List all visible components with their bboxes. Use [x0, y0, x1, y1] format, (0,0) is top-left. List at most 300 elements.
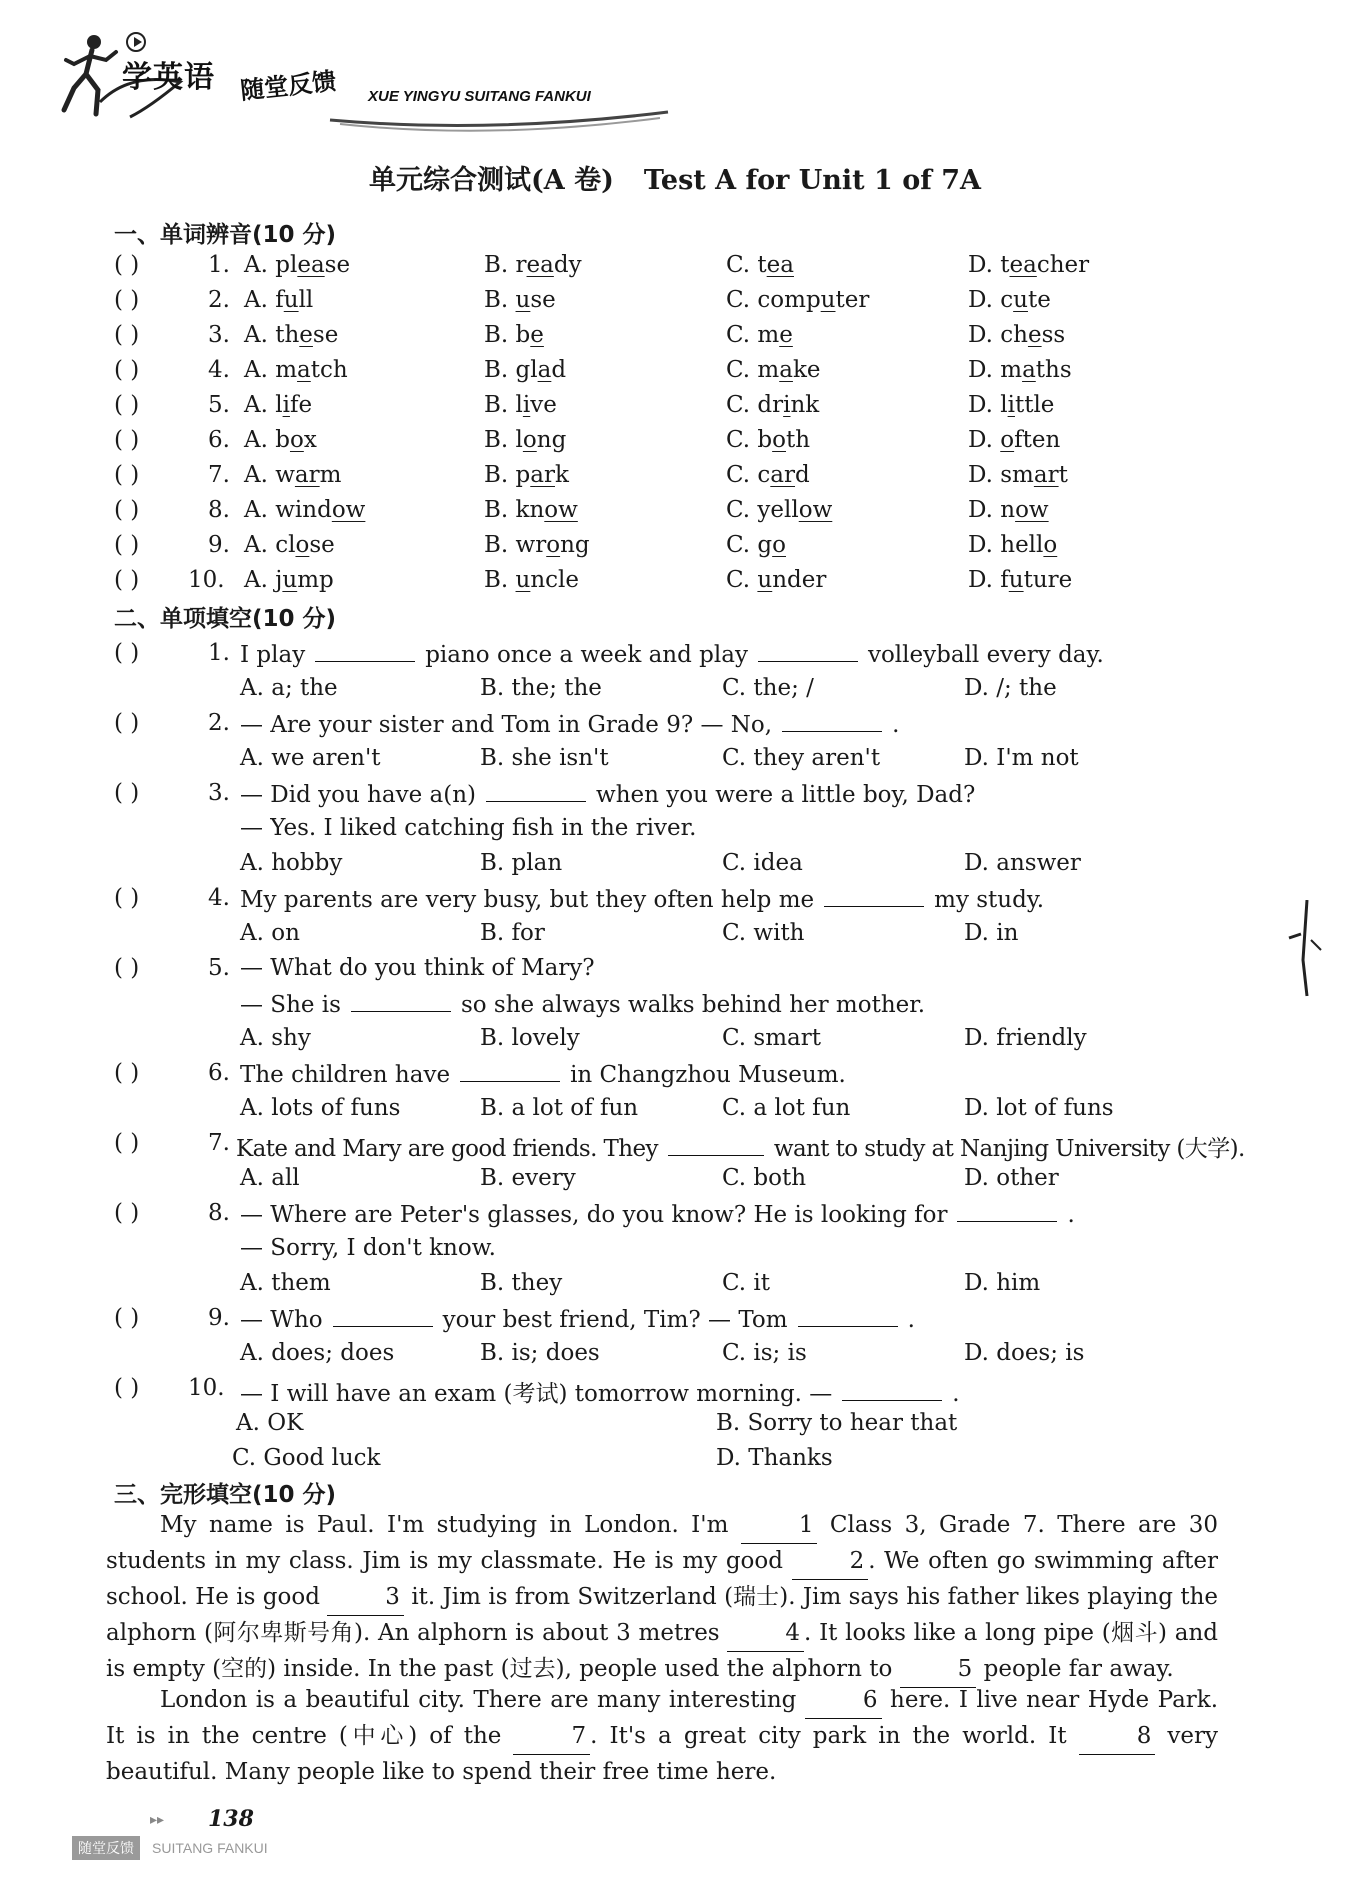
- margin-ink-mark-icon: [1285, 900, 1325, 1000]
- cloze-paragraph-1: [106, 1508, 1218, 1688]
- option-text: b: [275, 427, 290, 453]
- answer-blank[interactable]: [333, 1305, 433, 1327]
- question-text: in Changzhou Museum.: [570, 1062, 846, 1088]
- option-c[interactable]: C. idea: [722, 850, 803, 876]
- section2-heading: 二、单项填空(10 分): [114, 606, 337, 632]
- option-text: ng: [536, 427, 567, 453]
- question-reply: [240, 990, 925, 1018]
- option-c[interactable]: C. both: [722, 1165, 807, 1191]
- page-number: 138: [208, 1806, 254, 1832]
- answer-parentheses[interactable]: ( ): [114, 1305, 140, 1331]
- option-c[interactable]: [726, 567, 826, 593]
- section3-heading: 三、完形填空(10 分): [114, 1482, 337, 1508]
- option-b[interactable]: B. the; the: [480, 675, 602, 701]
- question-number: 4.: [208, 357, 230, 383]
- option-c[interactable]: [726, 532, 786, 558]
- answer-blank[interactable]: [824, 885, 924, 907]
- option-text: A.: [244, 427, 276, 453]
- question-stem: [240, 710, 899, 738]
- answer-blank[interactable]: [351, 990, 451, 1012]
- cloze-blank-6[interactable]: 6: [805, 1683, 882, 1719]
- option-text: D.: [968, 427, 1001, 453]
- question-text: — I will have an exam (考试) tomorrow morning. —: [240, 1381, 833, 1407]
- option-text: x: [303, 427, 317, 453]
- option-text: ng: [560, 532, 590, 558]
- question-number: 1.: [208, 252, 230, 278]
- answer-blank[interactable]: [315, 640, 415, 662]
- option-text: C.: [726, 427, 758, 453]
- answer-blank[interactable]: [668, 1134, 764, 1156]
- question-text: my study.: [934, 887, 1045, 913]
- option-b[interactable]: [484, 427, 566, 453]
- underlined-letters: ar: [294, 462, 320, 488]
- option-d[interactable]: [968, 427, 1060, 453]
- option-text: A.: [244, 567, 276, 593]
- cloze-text: here. I live near Hyde Park. It is in the centre (中心) of the: [106, 1687, 1219, 1749]
- answer-blank[interactable]: [460, 1060, 560, 1082]
- option-a[interactable]: [244, 392, 312, 418]
- question-reply: — Sorry, I don't know.: [240, 1235, 496, 1261]
- question-text: — Where are Peter's glasses, do you know? He is looking for: [240, 1202, 948, 1228]
- question-number: 9.: [208, 1305, 230, 1331]
- option-d[interactable]: D. I'm not: [964, 745, 1079, 771]
- answer-parentheses[interactable]: ( ): [114, 1130, 140, 1156]
- underlined-letters: i: [282, 392, 290, 418]
- option-a[interactable]: [244, 357, 348, 383]
- option-b[interactable]: B. they: [480, 1270, 563, 1296]
- question-text: — She is: [240, 992, 341, 1018]
- option-text: A.: [244, 252, 276, 278]
- option-a[interactable]: [244, 252, 350, 278]
- option-text: B.: [484, 357, 516, 383]
- underlined-letters: ar: [1033, 462, 1059, 488]
- option-text: r: [515, 252, 527, 278]
- option-b[interactable]: B. plan: [480, 850, 563, 876]
- option-a[interactable]: A. lots of funs: [240, 1095, 401, 1121]
- cloze-text: My name is Paul. I'm studying in London. I'm: [160, 1512, 729, 1538]
- option-text: c: [1000, 287, 1014, 313]
- answer-parentheses[interactable]: ( ): [114, 462, 140, 488]
- footer-tag: [72, 1836, 272, 1860]
- option-c[interactable]: [726, 252, 794, 278]
- cloze-text: London is a beautiful city. There are many interesting: [160, 1687, 797, 1713]
- option-b[interactable]: B. lovely: [480, 1025, 580, 1051]
- question-reply: — Yes. I liked catching fish in the river.: [240, 815, 697, 841]
- option-d[interactable]: [968, 497, 1049, 523]
- option-a[interactable]: [244, 462, 341, 488]
- option-text: B.: [484, 567, 516, 593]
- cloze-text: . It looks like a long pipe (烟斗) and is empty (空的) inside. In the past (过去), people used the alphorn to: [106, 1620, 1218, 1682]
- answer-parentheses[interactable]: ( ): [114, 427, 140, 453]
- answer-parentheses[interactable]: ( ): [114, 252, 140, 278]
- option-text: D.: [968, 357, 1001, 383]
- underlined-letters: ea: [1009, 252, 1037, 278]
- underlined-letters: u: [282, 567, 298, 593]
- option-text: B.: [484, 532, 516, 558]
- option-d[interactable]: D. Thanks: [716, 1445, 833, 1471]
- underlined-letters: a: [779, 357, 793, 383]
- answer-parentheses[interactable]: ( ): [114, 322, 140, 348]
- question-text: .: [952, 1381, 960, 1407]
- option-d[interactable]: [968, 252, 1089, 278]
- underlined-letters: o: [289, 427, 304, 453]
- underlined-letters: u: [1013, 287, 1028, 313]
- option-text: C.: [726, 567, 758, 593]
- option-text: D.: [968, 497, 1001, 523]
- underlined-letters: e: [530, 322, 544, 348]
- underlined-letters: i: [1007, 392, 1015, 418]
- answer-parentheses[interactable]: ( ): [114, 392, 140, 418]
- option-d[interactable]: [968, 287, 1051, 313]
- option-d[interactable]: [968, 322, 1065, 348]
- cloze-blank-4[interactable]: 4: [727, 1616, 804, 1652]
- option-text: nk: [790, 392, 820, 418]
- option-text: w: [275, 462, 295, 488]
- question-text: — Who: [240, 1307, 323, 1333]
- option-c[interactable]: C. the; /: [722, 675, 814, 701]
- option-text: ll: [298, 287, 314, 313]
- underlined-letters: o: [1043, 532, 1058, 558]
- answer-parentheses[interactable]: ( ): [114, 885, 140, 911]
- option-a[interactable]: A. shy: [240, 1025, 311, 1051]
- underlined-letters: a: [1022, 357, 1036, 383]
- underlined-letters: u: [515, 567, 531, 593]
- option-c[interactable]: [726, 462, 810, 488]
- option-d[interactable]: D. friendly: [964, 1025, 1087, 1051]
- cloze-blank-7[interactable]: 7: [513, 1719, 590, 1755]
- option-a[interactable]: [244, 427, 317, 453]
- option-text: D.: [968, 392, 1001, 418]
- question-number: 5.: [208, 955, 230, 981]
- answer-blank[interactable]: [842, 1379, 942, 1401]
- play-icon: [126, 32, 146, 52]
- question-number: 7.: [208, 1130, 230, 1156]
- question-number: 3.: [208, 780, 230, 806]
- question-number: 10.: [188, 567, 225, 593]
- option-a[interactable]: A. OK: [236, 1410, 304, 1436]
- option-a[interactable]: [244, 567, 334, 593]
- option-text: B.: [484, 252, 516, 278]
- option-text: cl: [275, 532, 296, 558]
- option-c[interactable]: [726, 497, 832, 523]
- option-d[interactable]: D. in: [964, 920, 1019, 946]
- underlined-letters: ow: [1015, 497, 1049, 523]
- underlined-letters: o: [546, 532, 561, 558]
- option-a[interactable]: A. on: [240, 920, 300, 946]
- option-text: se: [324, 252, 351, 278]
- underlined-letters: i: [522, 392, 531, 418]
- option-text: wr: [515, 532, 547, 558]
- option-text: B.: [484, 427, 516, 453]
- option-d[interactable]: [968, 462, 1068, 488]
- option-text: kn: [515, 497, 545, 523]
- option-b[interactable]: [484, 462, 569, 488]
- answer-parentheses[interactable]: ( ): [114, 1200, 140, 1226]
- option-c[interactable]: C. is; is: [722, 1340, 807, 1366]
- cloze-blank-5[interactable]: 5: [900, 1652, 977, 1688]
- option-text: yell: [757, 497, 799, 523]
- cloze-text: people far away.: [983, 1656, 1174, 1682]
- option-text: l: [1000, 392, 1008, 418]
- underlined-letters: u: [515, 287, 531, 313]
- option-b[interactable]: B. a lot of fun: [480, 1095, 639, 1121]
- question-stem: [240, 640, 1104, 668]
- option-a[interactable]: A. them: [240, 1270, 331, 1296]
- answer-blank[interactable]: [758, 640, 858, 662]
- option-text: m: [275, 357, 298, 383]
- question-stem: [240, 1375, 960, 1408]
- question-number: 5.: [208, 392, 230, 418]
- option-d[interactable]: D. does; is: [964, 1340, 1085, 1366]
- option-text: mp: [297, 567, 334, 593]
- option-c[interactable]: C. a lot fun: [722, 1095, 851, 1121]
- answer-parentheses[interactable]: ( ): [114, 497, 140, 523]
- question-number: 6.: [208, 427, 230, 453]
- underlined-letters: e: [299, 322, 313, 348]
- option-text: t: [1000, 252, 1010, 278]
- question-text: piano once a week and play: [425, 642, 748, 668]
- cloze-blank-3[interactable]: 3: [327, 1580, 404, 1616]
- option-text: dy: [553, 252, 582, 278]
- option-text: l: [515, 427, 523, 453]
- answer-parentheses[interactable]: ( ): [114, 955, 140, 981]
- underlined-letters: o: [522, 427, 537, 453]
- underlined-letters: ea: [526, 252, 554, 278]
- answer-parentheses[interactable]: ( ): [114, 357, 140, 383]
- option-a[interactable]: A. all: [240, 1165, 300, 1191]
- option-c[interactable]: C. smart: [722, 1025, 821, 1051]
- option-d[interactable]: [968, 392, 1054, 418]
- option-a[interactable]: [244, 322, 338, 348]
- option-b[interactable]: [484, 252, 582, 278]
- option-c[interactable]: C. it: [722, 1270, 770, 1296]
- option-text: A.: [244, 322, 276, 348]
- answer-parentheses[interactable]: ( ): [114, 567, 140, 593]
- option-text: C.: [726, 462, 758, 488]
- question-text: .: [892, 712, 900, 738]
- title-en: Test A for Unit 1 of 7A: [643, 165, 981, 196]
- option-c[interactable]: [726, 322, 793, 348]
- answer-parentheses[interactable]: ( ): [114, 640, 140, 666]
- option-text: C.: [726, 252, 758, 278]
- footer-tag-en: SUITANG FANKUI: [152, 1840, 268, 1856]
- question-number: 6.: [208, 1060, 230, 1086]
- option-text: se: [309, 532, 335, 558]
- option-text: ch: [1000, 322, 1028, 348]
- option-c[interactable]: C. they aren't: [722, 745, 881, 771]
- underlined-letters: u: [757, 567, 773, 593]
- option-text: ter: [835, 287, 870, 313]
- question-text: — Did you have a(n): [240, 782, 477, 808]
- option-text: t: [1058, 462, 1068, 488]
- option-text: te: [1027, 287, 1051, 313]
- option-a[interactable]: A. a; the: [240, 675, 338, 701]
- answer-parentheses[interactable]: ( ): [114, 1060, 140, 1086]
- answer-blank[interactable]: [782, 710, 882, 732]
- cloze-paragraph-2: [106, 1683, 1218, 1790]
- cloze-text: very beautiful. Many people like to spend their free time here.: [106, 1723, 1219, 1785]
- option-c[interactable]: [726, 427, 810, 453]
- option-d[interactable]: [968, 567, 1072, 593]
- underlined-letters: ea: [766, 252, 794, 278]
- option-b[interactable]: [484, 532, 590, 558]
- option-b[interactable]: B. is; does: [480, 1340, 600, 1366]
- option-text: c: [757, 462, 771, 488]
- question-number: 2.: [208, 710, 230, 736]
- question-stem: — What do you think of Mary?: [240, 955, 595, 981]
- option-text: ture: [1023, 567, 1073, 593]
- option-text: A.: [244, 462, 276, 488]
- option-d[interactable]: D. him: [964, 1270, 1041, 1296]
- option-b[interactable]: B. for: [480, 920, 545, 946]
- question-number: 1.: [208, 640, 230, 666]
- question-number: 9.: [208, 532, 230, 558]
- option-text: j: [275, 567, 283, 593]
- option-text: tch: [310, 357, 348, 383]
- underlined-letters: ow: [331, 497, 366, 523]
- question-text: volleyball every day.: [867, 642, 1104, 668]
- option-text: sm: [1000, 462, 1034, 488]
- answer-parentheses[interactable]: ( ): [114, 780, 140, 806]
- question-number: 3.: [208, 322, 230, 348]
- option-text: p: [515, 462, 531, 488]
- option-b[interactable]: [484, 322, 544, 348]
- question-number: 10.: [188, 1375, 225, 1401]
- option-b[interactable]: [484, 357, 566, 383]
- option-b[interactable]: B. she isn't: [480, 745, 609, 771]
- question-text: — Are your sister and Tom in Grade 9? — No,: [240, 712, 773, 738]
- option-b[interactable]: [484, 497, 578, 523]
- option-text: se: [530, 287, 556, 313]
- option-d[interactable]: D. lot of funs: [964, 1095, 1114, 1121]
- option-text: ss: [1041, 322, 1066, 348]
- option-text: th: [786, 427, 811, 453]
- question-stem: [240, 1060, 846, 1088]
- option-c[interactable]: [726, 287, 869, 313]
- answer-blank[interactable]: [957, 1200, 1057, 1222]
- option-c[interactable]: [726, 357, 821, 383]
- question-number: 4.: [208, 885, 230, 911]
- option-text: m: [757, 357, 780, 383]
- option-text: f: [1000, 567, 1009, 593]
- option-b[interactable]: B. every: [480, 1165, 576, 1191]
- option-a[interactable]: [244, 497, 365, 523]
- option-text: l: [275, 392, 283, 418]
- option-d[interactable]: D. other: [964, 1165, 1059, 1191]
- option-text: B.: [484, 462, 516, 488]
- footer-tag-cn: 随堂反馈: [72, 1836, 140, 1860]
- question-text: My parents are very busy, but they often help me: [240, 887, 815, 913]
- option-a[interactable]: A. does; does: [240, 1340, 395, 1366]
- question-text: when you were a little boy, Dad?: [596, 782, 976, 808]
- cloze-text: . It's a great city park in the world. It: [590, 1723, 1067, 1749]
- page-arrow-icon: ▸▸: [150, 1812, 165, 1828]
- answer-parentheses[interactable]: ( ): [114, 1375, 140, 1401]
- underlined-letters: o: [772, 427, 786, 453]
- option-text: f: [275, 287, 284, 313]
- option-text: A.: [244, 532, 276, 558]
- answer-blank[interactable]: [798, 1305, 898, 1327]
- option-b[interactable]: [484, 567, 579, 593]
- question-number: 8.: [208, 497, 230, 523]
- option-text: cher: [1036, 252, 1090, 278]
- question-text: so she always walks behind her mother.: [460, 992, 926, 1018]
- option-text: b: [515, 322, 531, 348]
- cloze-blank-1[interactable]: 1: [741, 1508, 818, 1544]
- underlined-letters: i: [783, 392, 791, 418]
- option-c[interactable]: C. with: [722, 920, 805, 946]
- page-header: [50, 22, 650, 122]
- option-d[interactable]: [968, 357, 1072, 383]
- option-text: B.: [484, 392, 516, 418]
- cloze-blank-2[interactable]: 2: [792, 1544, 869, 1580]
- question-text: your best friend, Tim? — Tom: [442, 1307, 788, 1333]
- underlined-letters: ow: [798, 497, 833, 523]
- underlined-letters: u: [1008, 567, 1024, 593]
- runner-logo-icon: [56, 30, 126, 118]
- option-text: ve: [530, 392, 557, 418]
- option-d[interactable]: [968, 532, 1057, 558]
- option-text: C.: [726, 532, 758, 558]
- page-title: [0, 158, 1350, 197]
- option-text: D.: [968, 252, 1001, 278]
- option-a[interactable]: A. we aren't: [240, 745, 381, 771]
- option-b[interactable]: [484, 392, 557, 418]
- cloze-blank-8[interactable]: 8: [1079, 1719, 1156, 1755]
- option-a[interactable]: A. hobby: [240, 850, 343, 876]
- question-text: The children have: [240, 1062, 451, 1088]
- option-text: nder: [772, 567, 827, 593]
- option-text: A.: [244, 497, 276, 523]
- question-number: 2.: [208, 287, 230, 313]
- option-text: n: [1000, 497, 1016, 523]
- option-a[interactable]: [244, 532, 335, 558]
- question-stem: [240, 1305, 915, 1333]
- option-text: D.: [968, 287, 1001, 313]
- question-stem: [240, 1200, 1075, 1228]
- question-text: I play: [240, 642, 306, 668]
- underlined-letters: o: [295, 532, 310, 558]
- option-text: comp: [757, 287, 821, 313]
- option-c[interactable]: [726, 392, 819, 418]
- answer-parentheses[interactable]: ( ): [114, 532, 140, 558]
- option-text: ften: [1014, 427, 1061, 453]
- question-number: 7.: [208, 462, 230, 488]
- option-d[interactable]: D. /; the: [964, 675, 1057, 701]
- option-text: g: [757, 532, 773, 558]
- option-text: A.: [244, 357, 276, 383]
- option-c[interactable]: C. Good luck: [232, 1445, 381, 1471]
- answer-parentheses[interactable]: ( ): [114, 287, 140, 313]
- option-d[interactable]: D. answer: [964, 850, 1081, 876]
- answer-blank[interactable]: [486, 780, 586, 802]
- question-text: Kate and Mary are good friends. They: [236, 1136, 658, 1162]
- brand-pinyin: XUE YINGYU SUITANG FANKUI: [368, 88, 591, 105]
- cloze-text: . We often go swimming after school. He is good: [106, 1548, 1218, 1610]
- brand-title: 学英语: [122, 60, 215, 95]
- option-a[interactable]: [244, 287, 313, 313]
- question-stem: [240, 885, 1044, 913]
- option-b[interactable]: [484, 287, 556, 313]
- option-b[interactable]: B. Sorry to hear that: [716, 1410, 958, 1436]
- option-text: C.: [726, 497, 758, 523]
- underlined-letters: a: [537, 357, 552, 383]
- option-text: D.: [968, 567, 1001, 593]
- answer-parentheses[interactable]: ( ): [114, 710, 140, 736]
- option-text: ke: [792, 357, 821, 383]
- option-text: D.: [968, 322, 1001, 348]
- option-text: k: [554, 462, 569, 488]
